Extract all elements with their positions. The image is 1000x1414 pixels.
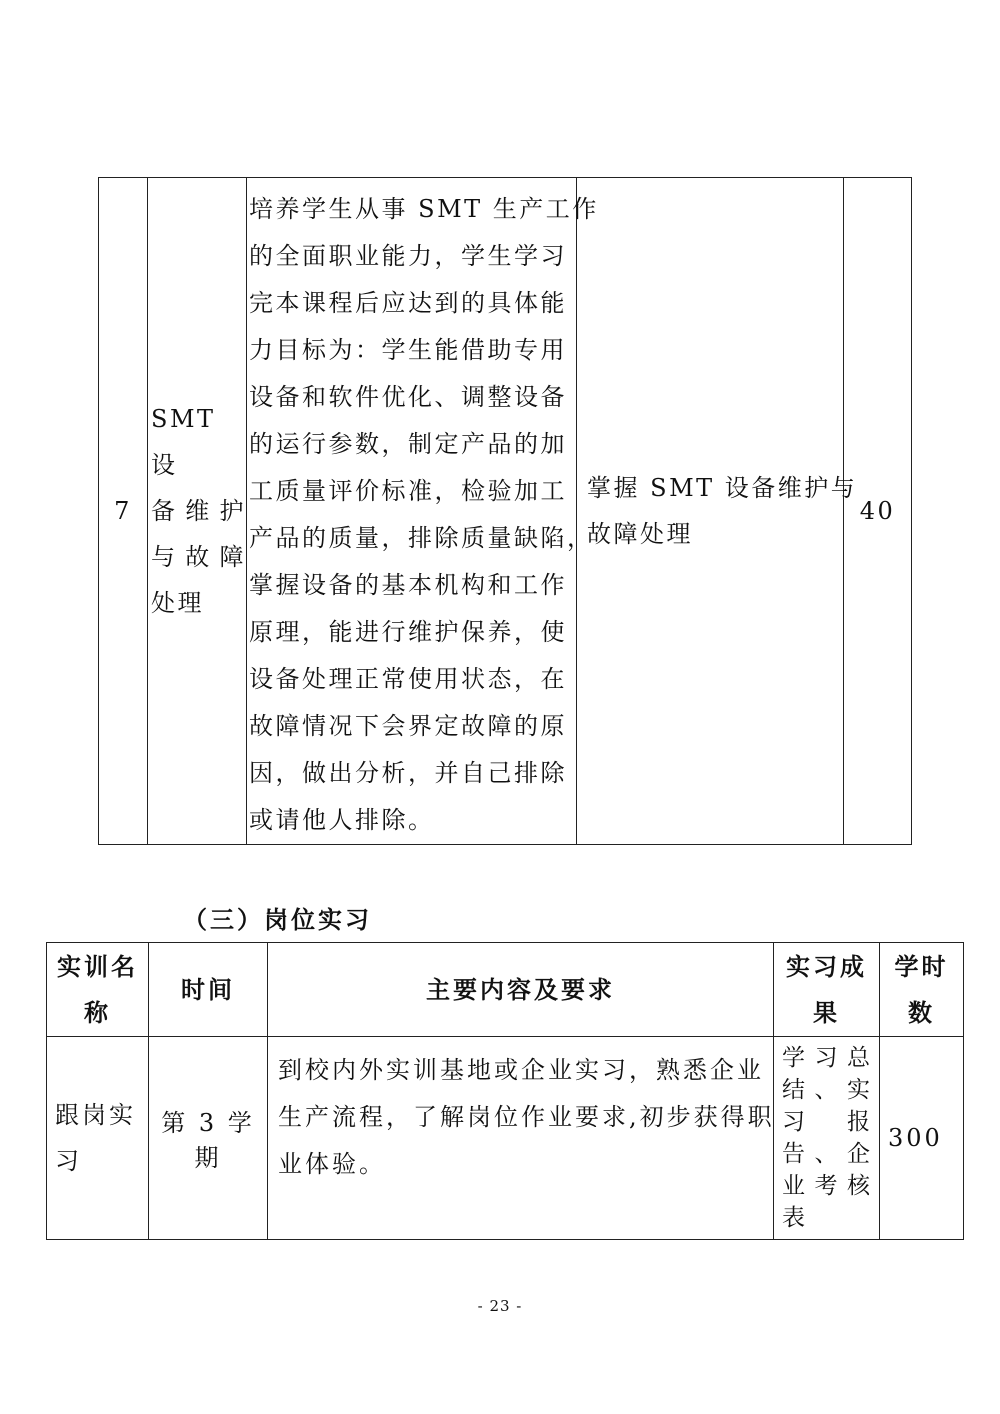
goal-line: 设备处理正常使用状态，在 (249, 665, 567, 693)
header-line: 实习成 (786, 951, 867, 981)
internship-name (47, 1037, 149, 1240)
goal-line: 完本课程后应达到的具体能 (249, 289, 567, 317)
goal-line: 或请他人排除。 (249, 806, 435, 834)
requirement-line: 故障处理 (587, 520, 693, 548)
result-line: 告、企 (782, 1141, 870, 1167)
internship-result (774, 1037, 880, 1240)
header-line: 数 (908, 997, 935, 1027)
course-name-line: 处理 (151, 589, 204, 617)
result-line: 结、实 (782, 1077, 870, 1103)
table-row (47, 1037, 964, 1240)
goal-line: 原理，能进行维护保养，使 (249, 618, 567, 646)
content-line: 到校内外实训基地或企业实习，熟悉企业 (278, 1056, 764, 1084)
result-line: 表 (782, 1205, 805, 1231)
name-line: 习 (55, 1147, 82, 1175)
header-line: 果 (813, 997, 840, 1027)
requirement-line: 掌握 SMT 设备维护与 (587, 474, 858, 502)
course-goal (247, 178, 599, 845)
table-row (99, 178, 912, 845)
course-hours: 40 (844, 178, 912, 845)
internship-content (268, 1037, 774, 1240)
goal-line: 培养学生从事 SMT 生产工作 (249, 195, 599, 223)
header-hours (880, 943, 964, 1037)
goal-line: 的全面职业能力，学生学习 (249, 242, 567, 270)
goal-line: 掌握设备的基本机构和工作 (249, 571, 567, 599)
section-heading: （三）岗位实习 (183, 905, 372, 934)
result-line: 业考核 (782, 1173, 870, 1199)
header-line: 称 (84, 997, 111, 1027)
table-header-row (47, 943, 964, 1037)
name-line: 跟岗实 (55, 1101, 136, 1129)
header-name (47, 943, 149, 1037)
content-line: 生产流程，了解岗位作业要求,初步获得职 (278, 1103, 775, 1131)
course-name-line: SMT 设 (151, 405, 243, 479)
goal-line: 力目标为：学生能借助专用 (249, 336, 567, 364)
course-requirement (577, 178, 858, 845)
goal-line: 产品的质量，排除质量缺陷， (249, 524, 594, 552)
course-name-line: 备维护 (151, 497, 246, 525)
goal-line: 工质量评价标准，检验加工 (249, 477, 567, 505)
header-line: 实训名 (57, 951, 138, 981)
course-name-line: 与故障 (151, 543, 246, 571)
course-table (98, 177, 912, 845)
result-line: 习 报 (782, 1109, 870, 1135)
course-name (148, 178, 247, 845)
goal-line: 故障情况下会界定故障的原 (249, 712, 567, 740)
header-content: 主要内容及要求 (268, 943, 774, 1037)
result-line: 学习总 (782, 1045, 870, 1071)
goal-line: 的运行参数，制定产品的加 (249, 430, 567, 458)
header-time: 时间 (149, 943, 268, 1037)
internship-time: 第 3 学期 (149, 1037, 268, 1240)
goal-line: 设备和软件优化、调整设备 (249, 383, 567, 411)
goal-line: 因，做出分析，并自己排除 (249, 759, 567, 787)
header-result (774, 943, 880, 1037)
row-index: 7 (99, 178, 148, 845)
header-line: 学时 (894, 951, 949, 981)
page-number: - 23 - (477, 1297, 523, 1315)
internship-hours: 300 (880, 1037, 964, 1240)
internship-table (46, 942, 964, 1240)
content-line: 业体验。 (278, 1150, 386, 1178)
